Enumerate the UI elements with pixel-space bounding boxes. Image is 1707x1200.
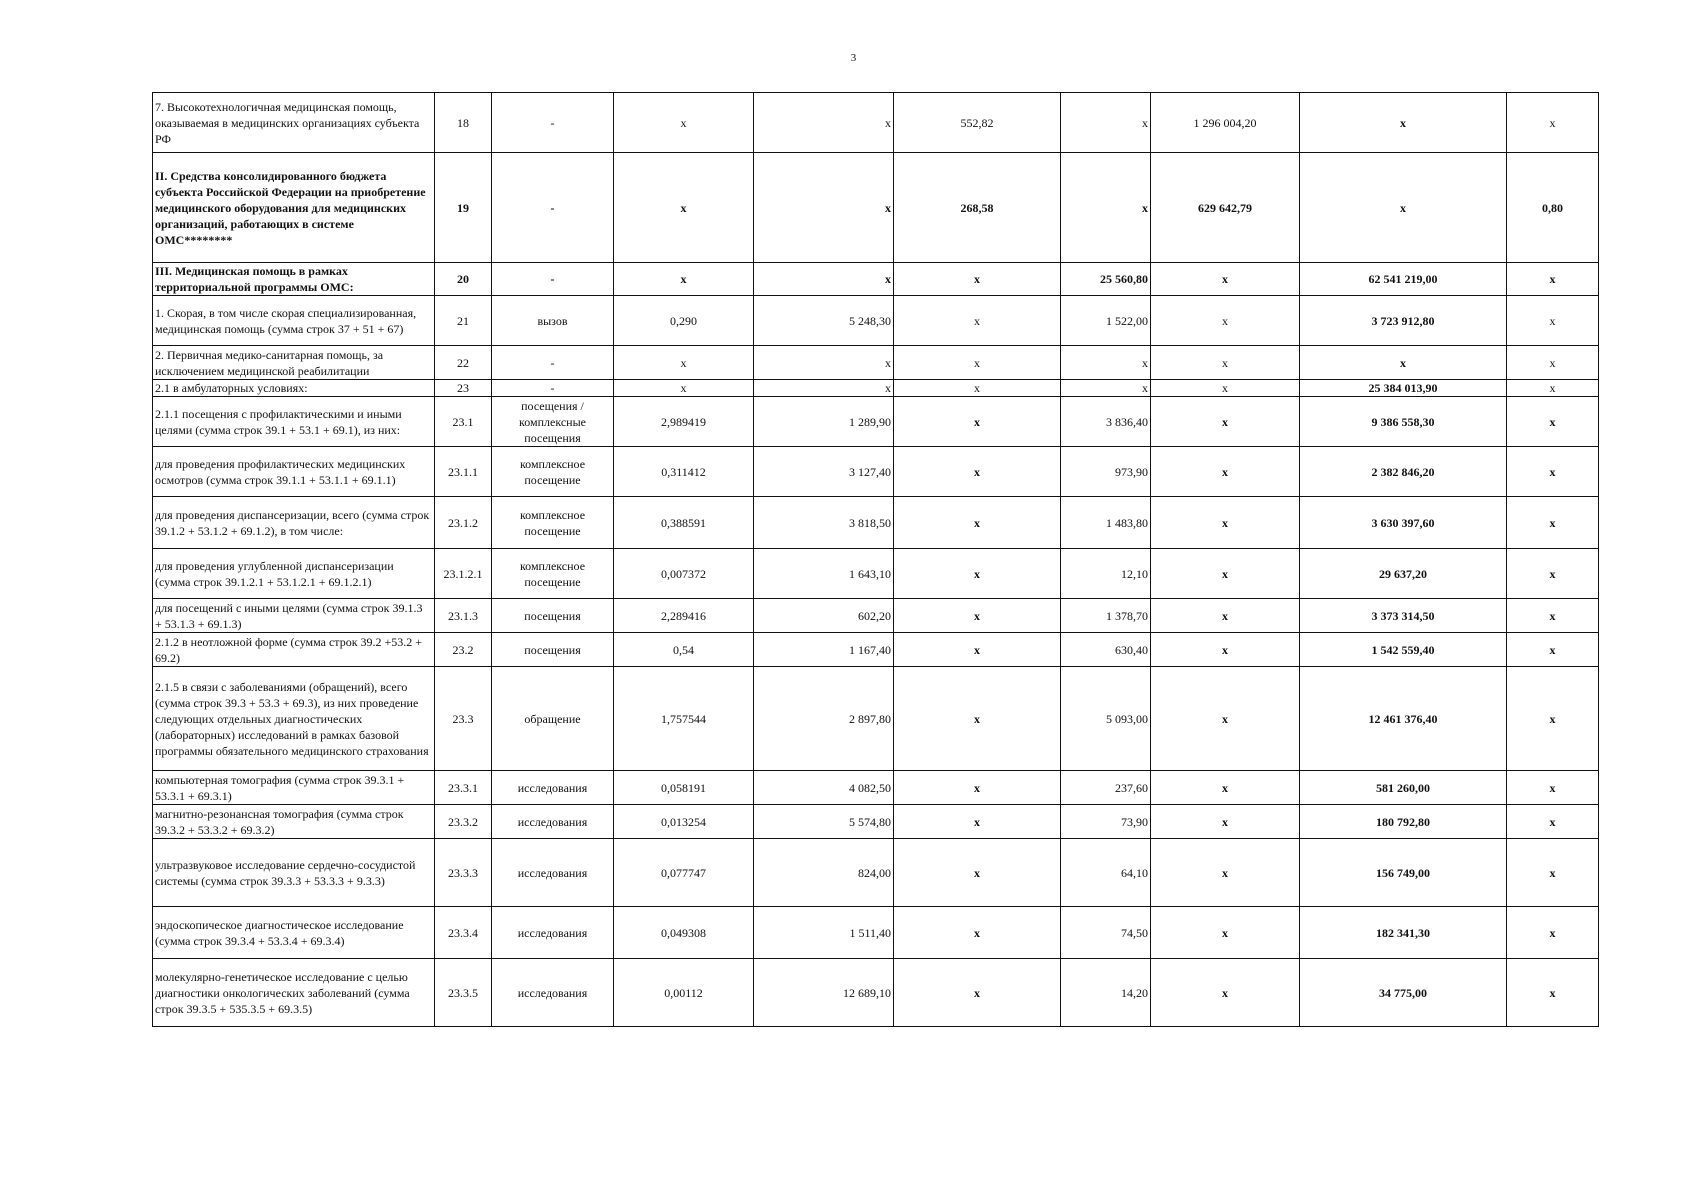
cell-per-capita-oms: 25 560,80 bbox=[1061, 263, 1151, 296]
cell-line-number: 23.2 bbox=[435, 633, 492, 667]
cell-sum-oms: 3 630 397,60 bbox=[1300, 497, 1507, 549]
cell-name: ультразвуковое исследование сердечно-сосудистой системы (сумма строк 39.3.3 + 53.3.3 + 9.3.3) bbox=[153, 839, 435, 907]
table-row bbox=[153, 549, 1599, 599]
cell-unit-cost: 3 818,50 bbox=[754, 497, 894, 549]
program-table bbox=[152, 92, 1599, 1027]
cell-sum-budget: х bbox=[1151, 771, 1300, 805]
cell-unit: - bbox=[492, 346, 614, 380]
cell-percent: х bbox=[1507, 805, 1599, 839]
cell-sum-budget: х bbox=[1151, 667, 1300, 771]
cell-per-capita-budget: х bbox=[894, 549, 1061, 599]
table-row bbox=[153, 397, 1599, 447]
cell-name: молекулярно-генетическое исследование с целью диагностики онкологических заболеваний (сумма строк 39.3.5 + 535.3.5 + 69.3.5) bbox=[153, 959, 435, 1027]
cell-unit-cost: 1 289,90 bbox=[754, 397, 894, 447]
cell-sum-oms: 29 637,20 bbox=[1300, 549, 1507, 599]
cell-norm: 0,077747 bbox=[614, 839, 754, 907]
cell-unit: исследования bbox=[492, 907, 614, 959]
cell-norm: х bbox=[614, 153, 754, 263]
cell-unit-cost: х bbox=[754, 346, 894, 380]
cell-sum-budget: х bbox=[1151, 263, 1300, 296]
cell-per-capita-budget: 268,58 bbox=[894, 153, 1061, 263]
cell-unit: - bbox=[492, 153, 614, 263]
cell-name: 2.1 в амбулаторных условиях: bbox=[153, 380, 435, 397]
cell-per-capita-budget: х bbox=[894, 296, 1061, 346]
cell-per-capita-budget: х bbox=[894, 263, 1061, 296]
cell-sum-oms: 182 341,30 bbox=[1300, 907, 1507, 959]
cell-unit-cost: х bbox=[754, 263, 894, 296]
cell-per-capita-oms: 73,90 bbox=[1061, 805, 1151, 839]
cell-per-capita-oms: 74,50 bbox=[1061, 907, 1151, 959]
cell-unit: исследования bbox=[492, 959, 614, 1027]
cell-sum-oms: х bbox=[1300, 153, 1507, 263]
cell-name: III. Медицинская помощь в рамках территориальной программы ОМС: bbox=[153, 263, 435, 296]
cell-unit: - bbox=[492, 380, 614, 397]
cell-line-number: 23.3.3 bbox=[435, 839, 492, 907]
cell-sum-budget: х bbox=[1151, 296, 1300, 346]
cell-norm: 0,058191 bbox=[614, 771, 754, 805]
cell-percent: х bbox=[1507, 296, 1599, 346]
cell-unit: вызов bbox=[492, 296, 614, 346]
cell-sum-budget: х bbox=[1151, 549, 1300, 599]
cell-unit: посещения bbox=[492, 633, 614, 667]
cell-sum-oms: 2 382 846,20 bbox=[1300, 447, 1507, 497]
cell-line-number: 18 bbox=[435, 93, 492, 153]
cell-sum-budget: 1 296 004,20 bbox=[1151, 93, 1300, 153]
cell-unit: комплексное посещение bbox=[492, 447, 614, 497]
cell-unit: - bbox=[492, 263, 614, 296]
table-row bbox=[153, 380, 1599, 397]
cell-sum-budget: х bbox=[1151, 346, 1300, 380]
cell-norm: 0,007372 bbox=[614, 549, 754, 599]
cell-percent: х bbox=[1507, 959, 1599, 1027]
cell-norm: 0,54 bbox=[614, 633, 754, 667]
cell-per-capita-oms: 630,40 bbox=[1061, 633, 1151, 667]
cell-unit: - bbox=[492, 93, 614, 153]
table-row bbox=[153, 839, 1599, 907]
cell-unit: исследования bbox=[492, 771, 614, 805]
table-row bbox=[153, 633, 1599, 667]
cell-unit-cost: 5 248,30 bbox=[754, 296, 894, 346]
cell-line-number: 23.3.1 bbox=[435, 771, 492, 805]
cell-sum-budget: х bbox=[1151, 497, 1300, 549]
cell-unit-cost: 12 689,10 bbox=[754, 959, 894, 1027]
cell-unit-cost: 5 574,80 bbox=[754, 805, 894, 839]
cell-per-capita-budget: х bbox=[894, 667, 1061, 771]
cell-sum-oms: 62 541 219,00 bbox=[1300, 263, 1507, 296]
cell-sum-budget: 629 642,79 bbox=[1151, 153, 1300, 263]
cell-per-capita-budget: 552,82 bbox=[894, 93, 1061, 153]
cell-per-capita-oms: х bbox=[1061, 346, 1151, 380]
cell-name: для проведения профилактических медицинских осмотров (сумма строк 39.1.1 + 53.1.1 + 69.1.1) bbox=[153, 447, 435, 497]
cell-percent: х bbox=[1507, 599, 1599, 633]
cell-sum-oms: 12 461 376,40 bbox=[1300, 667, 1507, 771]
cell-per-capita-budget: х bbox=[894, 497, 1061, 549]
cell-norm: х bbox=[614, 263, 754, 296]
cell-unit: посещения / комплексные посещения bbox=[492, 397, 614, 447]
cell-per-capita-oms: 1 483,80 bbox=[1061, 497, 1151, 549]
cell-percent: х bbox=[1507, 771, 1599, 805]
cell-norm: 0,388591 bbox=[614, 497, 754, 549]
cell-sum-oms: 1 542 559,40 bbox=[1300, 633, 1507, 667]
cell-percent: х bbox=[1507, 907, 1599, 959]
cell-per-capita-budget: х bbox=[894, 907, 1061, 959]
cell-unit-cost: 602,20 bbox=[754, 599, 894, 633]
cell-unit-cost: 824,00 bbox=[754, 839, 894, 907]
cell-percent: х bbox=[1507, 667, 1599, 771]
cell-name: для посещений с иными целями (сумма строк 39.1.3 + 53.1.3 + 69.1.3) bbox=[153, 599, 435, 633]
cell-per-capita-budget: х bbox=[894, 839, 1061, 907]
table-row bbox=[153, 771, 1599, 805]
cell-norm: х bbox=[614, 93, 754, 153]
cell-sum-oms: 180 792,80 bbox=[1300, 805, 1507, 839]
cell-per-capita-oms: 12,10 bbox=[1061, 549, 1151, 599]
cell-per-capita-budget: х bbox=[894, 397, 1061, 447]
table-row bbox=[153, 497, 1599, 549]
cell-sum-oms: 9 386 558,30 bbox=[1300, 397, 1507, 447]
cell-sum-budget: х bbox=[1151, 907, 1300, 959]
cell-name: 2. Первичная медико-санитарная помощь, за исключением медицинской реабилитации bbox=[153, 346, 435, 380]
cell-sum-budget: х bbox=[1151, 397, 1300, 447]
cell-sum-oms: 34 775,00 bbox=[1300, 959, 1507, 1027]
cell-per-capita-budget: х bbox=[894, 599, 1061, 633]
cell-line-number: 22 bbox=[435, 346, 492, 380]
table-row bbox=[153, 93, 1599, 153]
cell-percent: х bbox=[1507, 497, 1599, 549]
cell-sum-budget: х bbox=[1151, 380, 1300, 397]
cell-norm: 2,289416 bbox=[614, 599, 754, 633]
page-number: 3 bbox=[850, 52, 857, 64]
cell-unit: исследования bbox=[492, 805, 614, 839]
cell-per-capita-budget: х bbox=[894, 805, 1061, 839]
table-row bbox=[153, 907, 1599, 959]
cell-line-number: 23.3.4 bbox=[435, 907, 492, 959]
cell-per-capita-oms: 973,90 bbox=[1061, 447, 1151, 497]
cell-line-number: 20 bbox=[435, 263, 492, 296]
cell-percent: х bbox=[1507, 380, 1599, 397]
cell-name: II. Средства консолидированного бюджета субъекта Российской Федерации на приобретение медицинского оборудования для медицинских организаций, работающих в системе ОМС******** bbox=[153, 153, 435, 263]
cell-line-number: 23.1 bbox=[435, 397, 492, 447]
cell-per-capita-budget: х bbox=[894, 380, 1061, 397]
cell-percent: х bbox=[1507, 93, 1599, 153]
cell-per-capita-oms: х bbox=[1061, 380, 1151, 397]
cell-name: эндоскопическое диагностическое исследование (сумма строк 39.3.4 + 53.3.4 + 69.3.4) bbox=[153, 907, 435, 959]
cell-unit-cost: 4 082,50 bbox=[754, 771, 894, 805]
cell-sum-oms: 25 384 013,90 bbox=[1300, 380, 1507, 397]
cell-per-capita-budget: х bbox=[894, 633, 1061, 667]
cell-unit-cost: х bbox=[754, 380, 894, 397]
table-row bbox=[153, 153, 1599, 263]
cell-per-capita-oms: 237,60 bbox=[1061, 771, 1151, 805]
cell-name: для проведения углубленной диспансеризации (сумма строк 39.1.2.1 + 53.1.2.1 + 69.1.2.1) bbox=[153, 549, 435, 599]
cell-norm: 0,311412 bbox=[614, 447, 754, 497]
cell-unit: обращение bbox=[492, 667, 614, 771]
cell-sum-oms: 581 260,00 bbox=[1300, 771, 1507, 805]
cell-line-number: 23.1.1 bbox=[435, 447, 492, 497]
cell-name: 2.1.5 в связи с заболеваниями (обращений), всего (сумма строк 39.3 + 53.3 + 69.3), из них проведение следующих отдельных диагностических (лабораторных) исследований в рамках базовой программы обязательного медицинского страхования bbox=[153, 667, 435, 771]
cell-per-capita-oms: х bbox=[1061, 93, 1151, 153]
cell-unit-cost: 1 167,40 bbox=[754, 633, 894, 667]
cell-sum-budget: х bbox=[1151, 805, 1300, 839]
table-row bbox=[153, 599, 1599, 633]
table-row bbox=[153, 296, 1599, 346]
cell-percent: х bbox=[1507, 397, 1599, 447]
cell-per-capita-budget: х bbox=[894, 447, 1061, 497]
cell-per-capita-oms: 64,10 bbox=[1061, 839, 1151, 907]
cell-unit: исследования bbox=[492, 839, 614, 907]
cell-unit-cost: 3 127,40 bbox=[754, 447, 894, 497]
table-body bbox=[153, 93, 1599, 1027]
cell-sum-oms: 156 749,00 bbox=[1300, 839, 1507, 907]
cell-norm: х bbox=[614, 346, 754, 380]
cell-unit-cost: 2 897,80 bbox=[754, 667, 894, 771]
cell-percent: х bbox=[1507, 839, 1599, 907]
cell-line-number: 23.3.2 bbox=[435, 805, 492, 839]
cell-line-number: 23 bbox=[435, 380, 492, 397]
cell-line-number: 19 bbox=[435, 153, 492, 263]
cell-per-capita-oms: х bbox=[1061, 153, 1151, 263]
cell-percent: х bbox=[1507, 549, 1599, 599]
cell-line-number: 23.3 bbox=[435, 667, 492, 771]
cell-line-number: 23.1.2 bbox=[435, 497, 492, 549]
cell-unit-cost: 1 511,40 bbox=[754, 907, 894, 959]
cell-per-capita-budget: х bbox=[894, 959, 1061, 1027]
cell-name: 2.1.2 в неотложной форме (сумма строк 39.2 +53.2 + 69.2) bbox=[153, 633, 435, 667]
cell-line-number: 23.1.3 bbox=[435, 599, 492, 633]
cell-name: 2.1.1 посещения с профилактическими и иными целями (сумма строк 39.1 + 53.1 + 69.1), из них: bbox=[153, 397, 435, 447]
cell-sum-budget: х bbox=[1151, 447, 1300, 497]
cell-name: 1. Скорая, в том числе скорая специализированная, медицинская помощь (сумма строк 37 + 51 + 67) bbox=[153, 296, 435, 346]
cell-sum-budget: х bbox=[1151, 839, 1300, 907]
cell-per-capita-budget: х bbox=[894, 771, 1061, 805]
cell-norm: 2,989419 bbox=[614, 397, 754, 447]
cell-norm: 1,757544 bbox=[614, 667, 754, 771]
table-row bbox=[153, 263, 1599, 296]
cell-sum-budget: х bbox=[1151, 599, 1300, 633]
cell-unit-cost: 1 643,10 bbox=[754, 549, 894, 599]
cell-percent: 0,80 bbox=[1507, 153, 1599, 263]
cell-per-capita-oms: 5 093,00 bbox=[1061, 667, 1151, 771]
cell-line-number: 21 bbox=[435, 296, 492, 346]
cell-sum-oms: х bbox=[1300, 346, 1507, 380]
cell-per-capita-oms: 1 522,00 bbox=[1061, 296, 1151, 346]
cell-norm: 0,00112 bbox=[614, 959, 754, 1027]
cell-line-number: 23.1.2.1 bbox=[435, 549, 492, 599]
cell-unit-cost: х bbox=[754, 153, 894, 263]
table-row bbox=[153, 447, 1599, 497]
table-row bbox=[153, 959, 1599, 1027]
cell-per-capita-budget: х bbox=[894, 346, 1061, 380]
cell-name: для проведения диспансеризации, всего (сумма строк 39.1.2 + 53.1.2 + 69.1.2), в том числе: bbox=[153, 497, 435, 549]
cell-unit-cost: х bbox=[754, 93, 894, 153]
cell-sum-budget: х bbox=[1151, 633, 1300, 667]
cell-line-number: 23.3.5 bbox=[435, 959, 492, 1027]
cell-sum-oms: 3 723 912,80 bbox=[1300, 296, 1507, 346]
cell-sum-oms: х bbox=[1300, 93, 1507, 153]
cell-name: компьютерная томография (сумма строк 39.3.1 + 53.3.1 + 69.3.1) bbox=[153, 771, 435, 805]
cell-name: магнитно-резонансная томография (сумма строк 39.3.2 + 53.3.2 + 69.3.2) bbox=[153, 805, 435, 839]
cell-percent: х bbox=[1507, 633, 1599, 667]
cell-per-capita-oms: 1 378,70 bbox=[1061, 599, 1151, 633]
cell-norm: х bbox=[614, 380, 754, 397]
cell-name: 7. Высокотехнологичная медицинская помощь, оказываемая в медицинских организациях субъекта РФ bbox=[153, 93, 435, 153]
cell-norm: 0,290 bbox=[614, 296, 754, 346]
table-row bbox=[153, 805, 1599, 839]
cell-unit: посещения bbox=[492, 599, 614, 633]
cell-norm: 0,049308 bbox=[614, 907, 754, 959]
cell-sum-budget: х bbox=[1151, 959, 1300, 1027]
cell-percent: х bbox=[1507, 263, 1599, 296]
cell-percent: х bbox=[1507, 447, 1599, 497]
table-row bbox=[153, 346, 1599, 380]
cell-norm: 0,013254 bbox=[614, 805, 754, 839]
cell-unit: комплексное посещение bbox=[492, 549, 614, 599]
cell-unit: комплексное посещение bbox=[492, 497, 614, 549]
cell-percent: х bbox=[1507, 346, 1599, 380]
cell-sum-oms: 3 373 314,50 bbox=[1300, 599, 1507, 633]
cell-per-capita-oms: 14,20 bbox=[1061, 959, 1151, 1027]
table-row bbox=[153, 667, 1599, 771]
cell-per-capita-oms: 3 836,40 bbox=[1061, 397, 1151, 447]
